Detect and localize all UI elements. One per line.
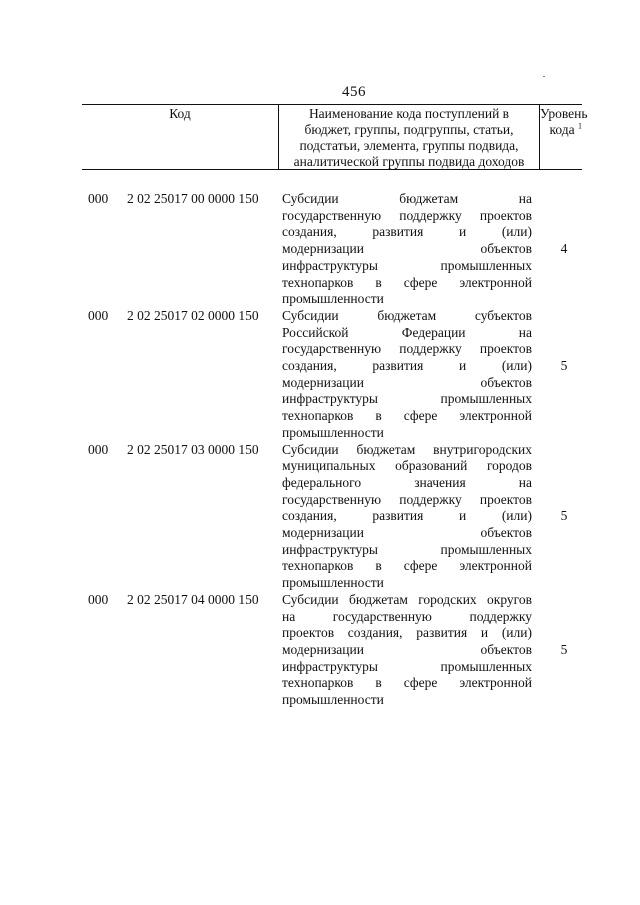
row-description-line: федерального значения на [282,474,532,490]
row-description-line: инфраструктуры промышленных [282,658,532,674]
table-row [88,592,578,709]
row-description-line: модернизации объектов [282,641,532,657]
row-description-line: инфраструктуры промышленных [282,541,532,557]
row-description [282,191,532,308]
row-description [282,308,532,442]
scan-speck [543,76,545,77]
page-number: 456 [342,84,366,100]
row-budget-code: 2 02 25017 02 0000 150 [127,307,259,323]
row-description-line: государственную поддержку проектов [282,341,532,357]
row-level: 5 [560,358,568,374]
header-level-line2 [540,122,582,138]
header-level-word: кода [549,122,575,137]
header-level [540,105,588,169]
row-description-line: государственную поддержку проектов [282,491,532,507]
row-description-line: промышленности [282,424,384,440]
row-description-line: государственную поддержку проектов [282,207,532,223]
row-description-line: технопарков в сфере электронной [282,675,532,691]
row-description-line: промышленности [282,575,384,591]
row-admin-code: 000 [88,591,109,607]
row-description-line: технопарков в сфере электронной [282,558,532,574]
row-description-line: Субсидии бюджетам на [282,191,532,206]
table-body [88,191,578,709]
row-description-line: промышленности [282,291,384,307]
row-description-line: промышленности [282,692,384,708]
row-description-line: создания, развития и (или) [282,358,532,374]
row-description-line: технопарков в сфере электронной [282,408,532,424]
row-description-line: технопарков в сфере электронной [282,274,532,290]
row-description-line: создания, развития и (или) [282,224,532,240]
header-name-line: подстатьи, элемента, группы подвида, [299,138,519,153]
row-admin-code: 000 [88,307,109,323]
row-description-line: Субсидии бюджетам субъектов [282,307,532,323]
row-admin-code: 000 [88,191,109,206]
header-level-line1: Уровень [540,106,588,121]
row-level: 4 [560,241,568,257]
row-description-line: модернизации объектов [282,525,532,541]
row-description [282,592,532,709]
row-level: 5 [560,641,568,657]
header-name-line: бюджет, группы, подгруппы, статьи, [304,122,514,137]
row-description-line: создания, развития и (или) [282,508,532,524]
footnote-marker: 1 [578,121,582,131]
row-description-line: Субсидии бюджетам городских округов [282,591,532,607]
row-admin-code: 000 [88,441,109,457]
row-budget-code: 2 02 25017 00 0000 150 [127,191,259,206]
row-description-line: проектов создания, развития и (или) [282,625,532,641]
header-name-line: Наименование кода поступлений в [308,106,510,121]
row-description [282,442,532,592]
row-budget-code: 2 02 25017 04 0000 150 [127,591,259,607]
row-description-line: Российской Федерации на [282,324,532,340]
table-header [82,104,588,170]
row-description-line: муниципальных образований городов [282,458,532,474]
row-description-line: Субсидии бюджетам внутригородских [282,441,532,457]
header-name-line: аналитической группы подвида доходов [293,154,525,169]
table-row [88,191,578,308]
table-row [88,308,578,442]
row-description-line: инфраструктуры промышленных [282,391,532,407]
row-description-line: инфраструктуры промышленных [282,257,532,273]
row-description-line: модернизации объектов [282,374,532,390]
header-name [279,105,540,169]
row-description-line: на государственную поддержку [282,608,532,624]
header-code: Код [82,105,279,169]
row-budget-code: 2 02 25017 03 0000 150 [127,441,259,457]
row-level: 5 [560,508,568,524]
row-description-line: модернизации объектов [282,241,532,257]
table-row [88,442,578,592]
